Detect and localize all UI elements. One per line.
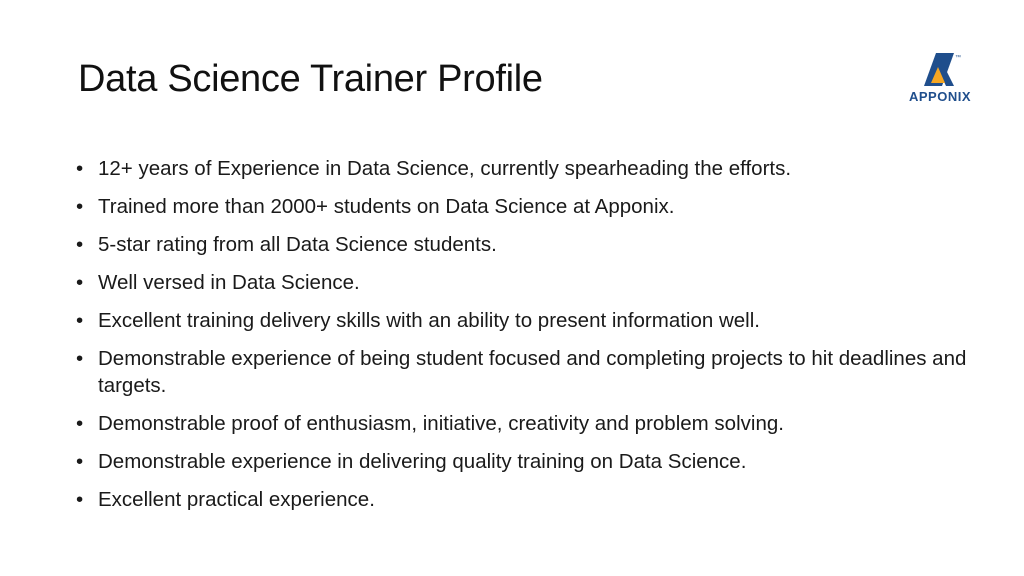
list-item [76, 231, 976, 258]
list-item [76, 307, 976, 334]
list-item-text: Trained more than 2000+ students on Data Science at Apponix. [98, 195, 675, 218]
list-item-text: Demonstrable experience in delivering quality training on Data Science. [98, 450, 747, 473]
bullet-icon: • [76, 233, 84, 256]
list-item-text: Demonstrable experience of being student focused and completing projects to hit deadlines and targets. [98, 347, 967, 397]
apponix-logo-icon [892, 50, 988, 108]
logo-text: APPONIX [908, 89, 972, 104]
bullet-list [76, 155, 976, 524]
list-item [76, 345, 976, 399]
bullet-icon: • [76, 488, 84, 511]
bullet-icon: • [76, 450, 84, 473]
list-item-text: Well versed in Data Science. [98, 271, 360, 294]
logo-trademark: ™ [955, 55, 961, 61]
list-item-text: 12+ years of Experience in Data Science, currently spearheading the efforts. [98, 157, 792, 180]
list-item-text: Excellent practical experience. [98, 488, 375, 511]
list-item [76, 193, 976, 220]
bullet-icon: • [76, 347, 84, 370]
list-item-text: Demonstrable proof of enthusiasm, initiative, creativity and problem solving. [98, 412, 784, 435]
list-item-text: 5-star rating from all Data Science students. [98, 233, 497, 256]
bullet-icon: • [76, 412, 84, 435]
list-item [76, 269, 976, 296]
bullet-icon: • [76, 309, 84, 332]
list-item [76, 410, 976, 437]
list-item [76, 155, 976, 182]
list-item [76, 486, 976, 513]
bullet-icon: • [76, 157, 84, 180]
bullet-icon: • [76, 271, 84, 294]
list-item-text: Excellent training delivery skills with an ability to present information well. [98, 309, 760, 332]
page-title: Data Science Trainer Profile [78, 58, 543, 100]
bullet-icon: • [76, 195, 84, 218]
list-item [76, 448, 976, 475]
